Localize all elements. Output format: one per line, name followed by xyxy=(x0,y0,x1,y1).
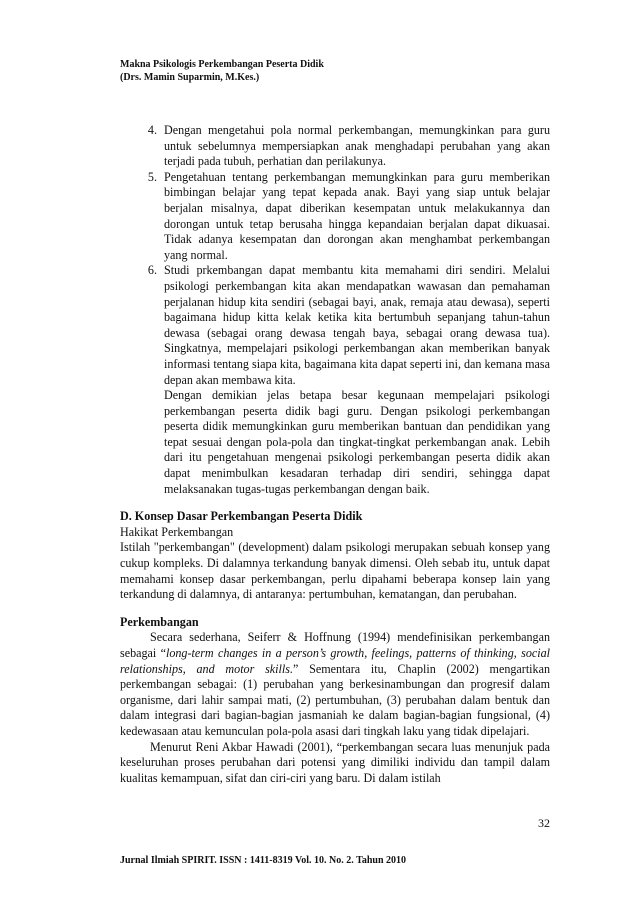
paragraph-definition: Secara sederhana, Seiferr & Hoffnung (1994) mendefinisikan perkembangan sebagai “long-term changes in a person’s growth, feelings, patterns of thinking, social relationships, and motor skills.” Sementara itu, Chaplin (2002) mengartikan perkembangan sebagai: (1) perubahan yang berkesinambungan dan progresif dalam organisme, dari lahir sampai mati, (2) pertumbuhan, (3) perubahan dalam bentuk dan dalam integrasi dari bagian-bagian jasmaniah ke dalam bagian-bagian fungsional, (4) kedewasaan atau kemunculan pola-pola asasi dari tingkah laku yang tidak dipelajari. xyxy=(120,630,550,738)
running-header xyxy=(120,58,540,84)
section-subtitle: Hakikat Perkembangan xyxy=(120,524,234,539)
list-item: 5. Pengetahuan tentang perkembangan memungkinkan para guru memberikan bimbingan belajar yang tepat kepada anak. Bayi yang siap untuk belajar berjalan misalnya, dapat diberikan kesempatan untuk melakukannya dan dorongan untuk tetap berusaha hingga kepandaian berjalan dapat dikuasai. Tidak adanya kesempatan dan dorongan akan menghambat perkembangan yang normal. xyxy=(160,170,550,264)
section-paragraph: Istilah "perkembangan" (development) dalam psikologi merupakan sebuah konsep yang cukup kompleks. Di dalamnya terkandung banyak dimensi. Oleh sebab itu, untuk dapat memahami konsep dasar perkembangan, perlu dipahami beberapa konsep lain yang terkandung di dalamnya, di antaranya: pertumbuhan, kematangan, dan perubahan. xyxy=(120,540,550,602)
body-text xyxy=(120,123,550,786)
header-author: (Drs. Mamin Suparmin, M.Kes.) xyxy=(120,72,260,83)
subsection-heading: Perkembangan xyxy=(120,614,199,629)
list-item-continuation: Dengan demikian jelas betapa besar kegunaan mempelajari psikologi perkembangan peserta didik bagi guru. Dengan psikologi perkembangan peserta didik memungkinkan guru memberikan bantuan dan pendidikan yang tepat sesuai dengan pola-pola dan tingkat-tingkat perkembangan anak. Lebih dari itu pengetahuan mengenai psikologi perkembangan peserta didik akan dapat menimbulkan kesadaran terhadap diri sendiri, sehingga dapat melaksanakan tugas-tugas perkembangan dengan baik. xyxy=(164,388,550,496)
section-title: D. Konsep Dasar Perkembangan Peserta Didik xyxy=(120,509,363,524)
paragraph-hawadi: Menurut Reni Akbar Hawadi (2001), “perkembangan secara luas menunjuk pada keseluruhan proses perubahan dari potensi yang dimiliki individu dan tampil dalam kualitas kemampuan, sifat dan ciri-ciri yang baru. Di dalam istilah xyxy=(120,739,550,785)
running-footer: Jurnal Ilmiah SPIRIT. ISSN : 1411-8319 Vol. 10. No. 2. Tahun 2010 xyxy=(120,855,407,866)
quote-italic: long-term changes in a person’s growth, feelings, patterns of thinking, social relationships, and motor skills. xyxy=(120,646,550,676)
page-number: 32 xyxy=(538,816,550,830)
list-item: 4. Dengan mengetahui pola normal perkembangan, memungkinkan para guru untuk sebelumnya mempersiapkan anak menghadapi perubahan yang akan terjadi pada tubuh, perhatian dan perilakunya. xyxy=(160,123,550,170)
list-item: 6. Studi prkembangan dapat membantu kita memahami diri sendiri. Melalui psikologi perkembangan kita akan mendapatkan wawasan dan pemahaman perjalanan hidup kita sendiri (sebagai bayi, anak, remaja atau dewasa), seperti bagaimana hidup kitta kelak ketika kita bertumbuh sepanjang tahun-tahun dewasa (sebagai orang dewasa tengah baya, sebagai orang dewasa tua). Singkatnya, mempelajari psikologi perkembangan akan memberikan banyak informasi tentang siapa kita, bagaimana kita dapat seperti ini, dan kemana masa depan akan membawa kita. Dengan demikian jelas betapa besar kegunaan mempelajari psikologi perkembangan peserta didik bagi guru. Dengan psikologi perkembangan peserta didik memungkinkan guru memberikan bantuan dan pendidikan yang tepat sesuai dengan pola-pola dan tingkat-tingkat perkembangan anak. Lebih dari itu pengetahuan mengenai psikologi perkembangan peserta didik akan dapat menimbulkan kesadaran terhadap diri sendiri, sehingga dapat melaksanakan tugas-tugas perkembangan dengan baik. xyxy=(160,263,550,497)
numbered-list xyxy=(120,123,550,497)
header-title: Makna Psikologis Perkembangan Peserta Didik xyxy=(120,59,324,70)
